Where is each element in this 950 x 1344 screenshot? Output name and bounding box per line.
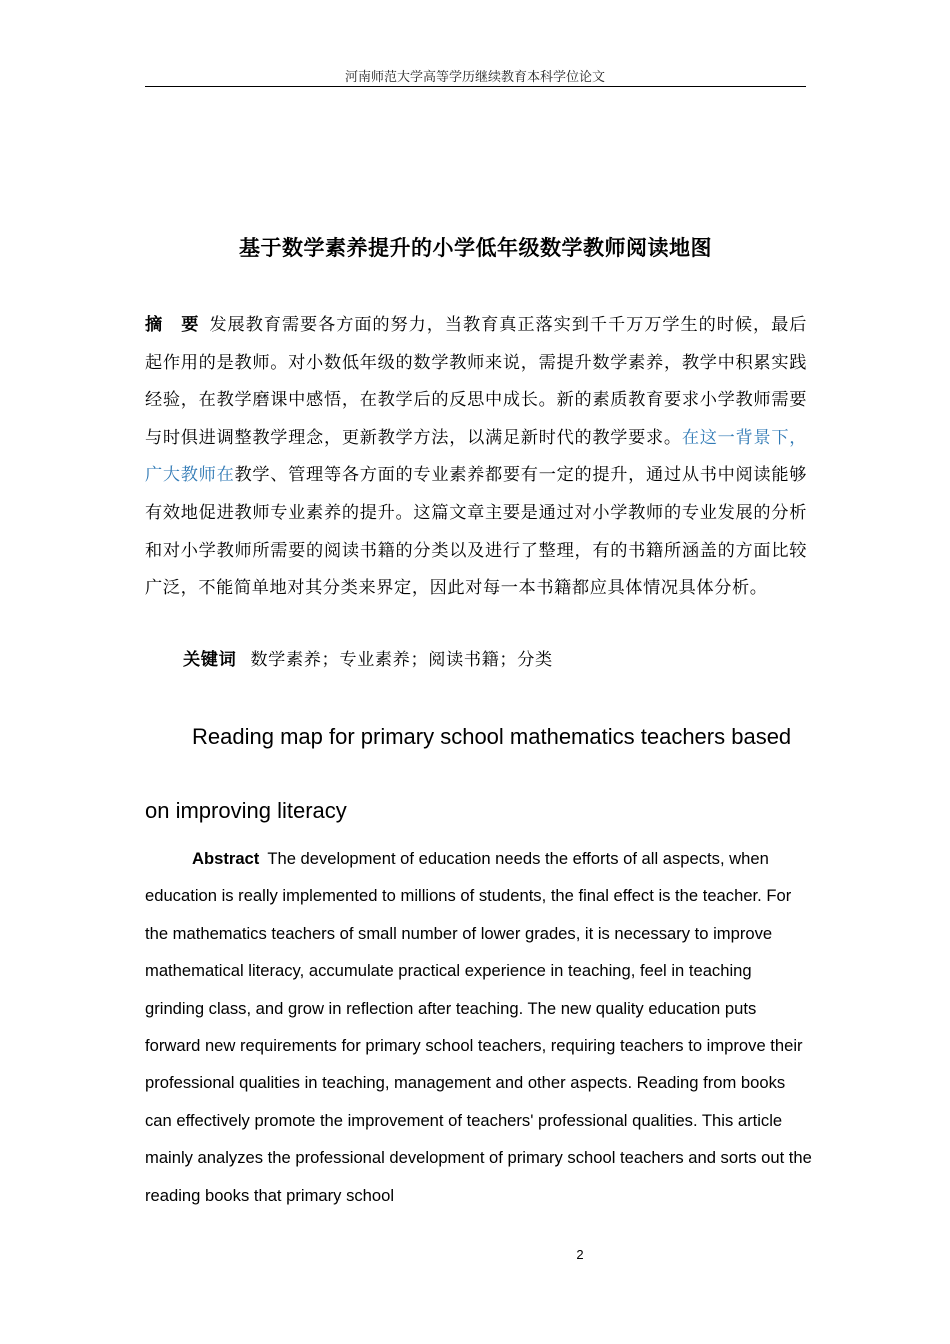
page-number: 2 [576, 1247, 584, 1262]
chinese-abstract [145, 307, 807, 608]
english-abstract-label: Abstract [192, 849, 260, 868]
english-title [145, 700, 825, 848]
chinese-abstract-text-1: 发展教育需要各方面的努力，当教育真正落实到千千万万学生的时候，最后起作用的是教师。对小数低年级的数学教师来说，需提升数学素养，教学中积累实践经验，在教学磨课中感悟，在教学后的反思中成长。新的素质教育要求小学教师需要与时俱进调整教学理念，更新教学方法，以满足新时代的教学要求。 [145, 315, 807, 448]
chinese-title: 基于数学素养提升的小学低年级数学教师阅读地图 [239, 236, 712, 260]
chinese-abstract-text-2: 教学、管理等各方面的专业素养都要有一定的提升，通过从书中阅读能够有效地促进教师专业素养的提升。这篇文章主要是通过对小学教师的专业发展的分析和对小学教师所需要的阅读书籍的分类以及进行了整理，有的书籍所涵盖的方面比较广泛，不能简单地对其分类来界定，因此对每一本书籍都应具体情况具体分析。 [145, 465, 807, 599]
header-rule [145, 86, 806, 87]
chinese-abstract-label: 摘 要 [145, 315, 200, 335]
chinese-keywords [183, 643, 803, 677]
chinese-keywords-text: 数学素养；专业素养；阅读书籍；分类 [250, 650, 553, 670]
chinese-abstract-highlight: 在这一背景下，广大教师在 [145, 427, 807, 486]
english-abstract-text: The development of education needs the efforts of all aspects, when education is really implemented to millions of students, the final effect is the teacher. For the mathematics teachers of small number of lower grades, it is necessary to improve mathematical literacy, accumulate practical experience in teaching, feel in teaching grinding class, and grow in reflection after teaching. The new quality education puts forward new requirements for primary school teachers, requiring teachers to improve their professional qualities in teaching, management and other aspects. Reading from books can effectively promote the improvement of teachers' professional qualities. This article mainly analyzes the professional development of primary school teachers and sorts out the reading books that primary school [145, 849, 812, 1205]
english-title-line-2: on improving literacy [145, 798, 347, 823]
running-header: 河南师范大学高等学历继续教育本科学位论文 [344, 70, 605, 85]
english-abstract [145, 840, 813, 1214]
chinese-keywords-label: 关键词 [183, 650, 237, 670]
english-title-line-1: Reading map for primary school mathematics teachers based [192, 724, 792, 749]
